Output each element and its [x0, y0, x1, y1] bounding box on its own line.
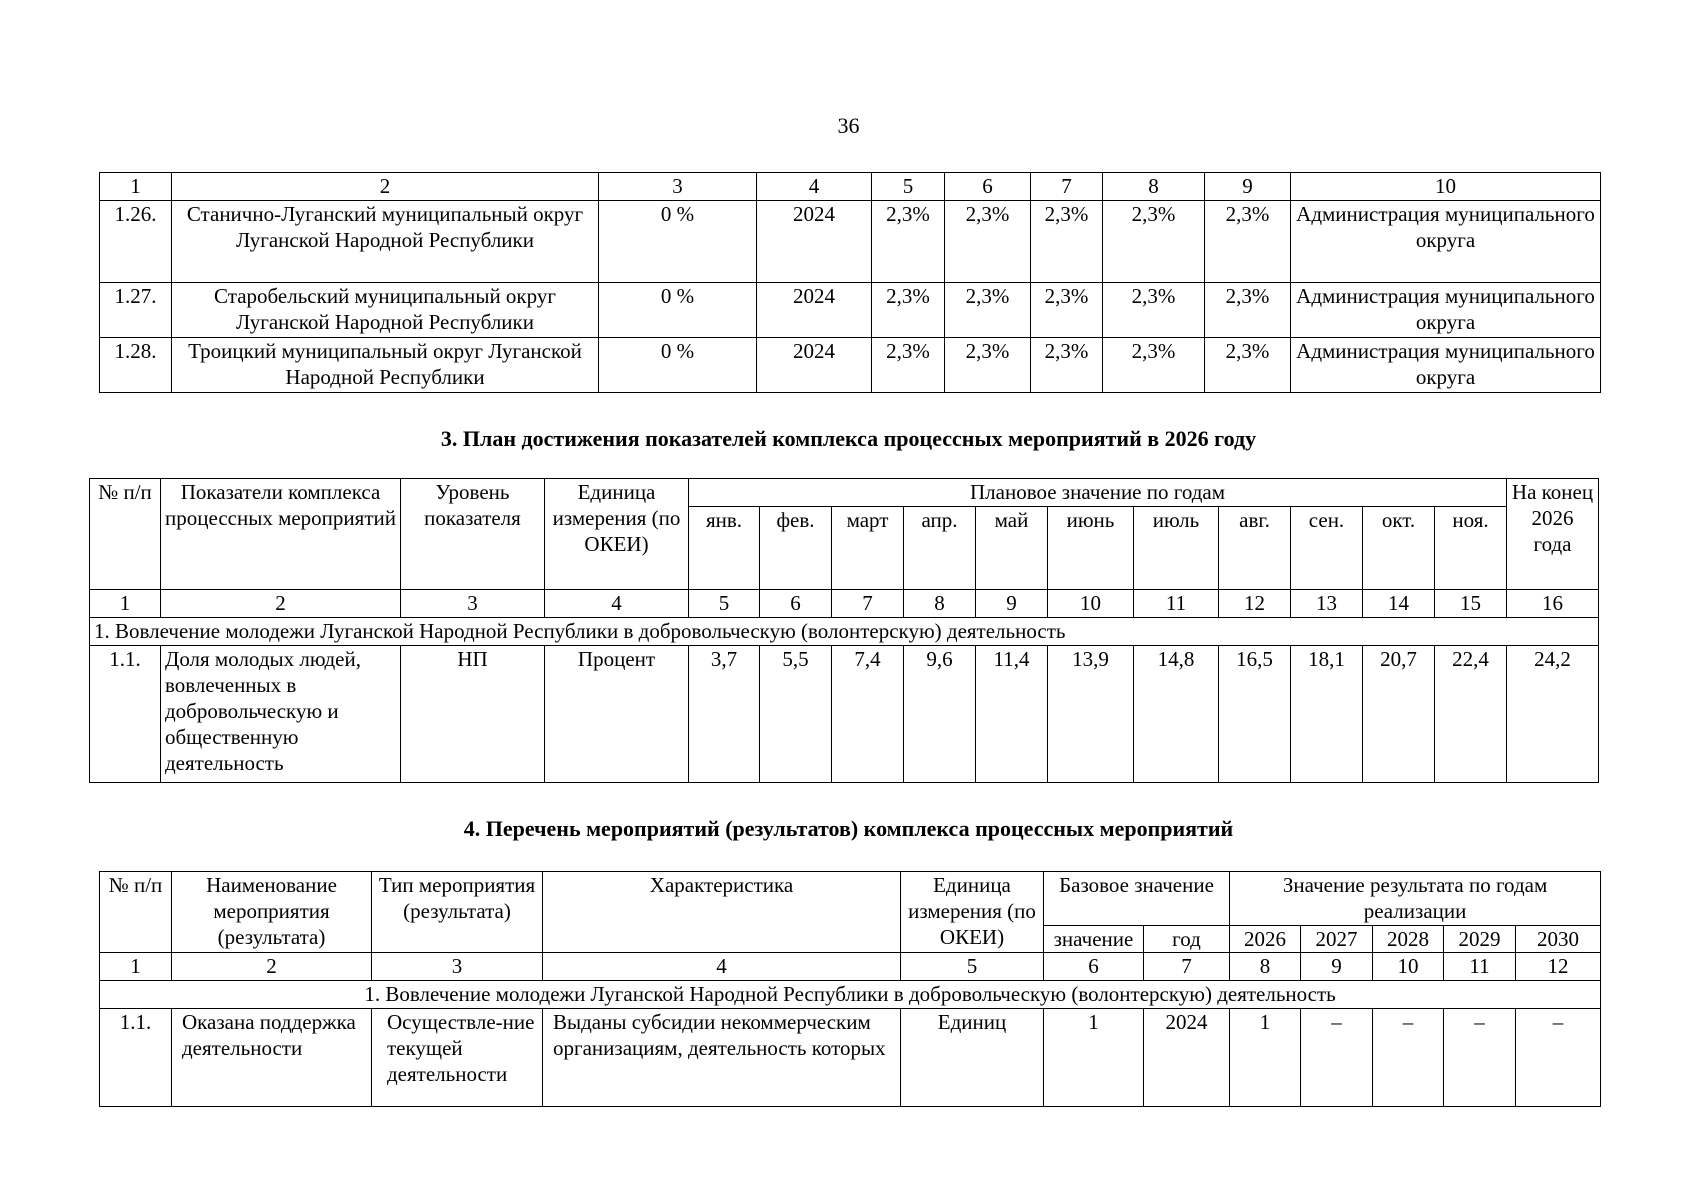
month-value: 20,7 [1363, 646, 1435, 783]
value-cell: 2,3% [1103, 338, 1205, 393]
colnum: 12 [1516, 953, 1601, 981]
colnum: 3 [401, 590, 545, 618]
year-value: 1 [1230, 1009, 1301, 1107]
month-header: май [976, 507, 1048, 590]
base-year: 2024 [1144, 1009, 1230, 1107]
row-number: 1.1. [100, 1009, 172, 1107]
colnum: 7 [832, 590, 904, 618]
month-header: июль [1134, 507, 1219, 590]
month-value: 18,1 [1291, 646, 1363, 783]
responsible: Администрация муниципального округа [1291, 338, 1601, 393]
value-cell: 2,3% [872, 283, 945, 338]
colnum: 1 [90, 590, 161, 618]
colnum: 1 [100, 953, 172, 981]
header-num: № п/п [100, 872, 172, 953]
colnum: 9 [1301, 953, 1373, 981]
year-header: 2030 [1516, 926, 1601, 953]
table1-colnum-row [100, 173, 1601, 201]
month-value: 13,9 [1048, 646, 1134, 783]
colnum: 8 [904, 590, 976, 618]
year-value: – [1444, 1009, 1516, 1107]
year-value: – [1373, 1009, 1444, 1107]
month-header: июнь [1048, 507, 1134, 590]
colnum: 3 [372, 953, 543, 981]
header-result: Значение результата по годам реализации [1230, 872, 1601, 926]
row-number: 1.28. [100, 338, 172, 393]
colnum: 7 [1031, 173, 1103, 201]
month-value: 22,4 [1435, 646, 1507, 783]
base-year: 2024 [757, 283, 872, 338]
value-cell: 2,3% [945, 283, 1031, 338]
colnum: 10 [1291, 173, 1601, 201]
month-value: 7,4 [832, 646, 904, 783]
activity-characteristic: Выданы субсидии некоммерческим организациям, деятельность которых [543, 1009, 901, 1107]
value-cell: 2,3% [1031, 201, 1103, 283]
year-header: 2029 [1444, 926, 1516, 953]
header-base-value: значение [1044, 926, 1144, 953]
colnum: 8 [1230, 953, 1301, 981]
header-name: Наименование мероприятия (результата) [172, 872, 372, 953]
base-value: 0 % [599, 338, 757, 393]
plan-table [89, 478, 1599, 783]
value-cell: 2,3% [1205, 283, 1291, 338]
indicator-unit: Процент [545, 646, 689, 783]
responsible: Администрация муниципального округа [1291, 283, 1601, 338]
table-row [100, 1009, 1601, 1107]
month-value: 9,6 [904, 646, 976, 783]
month-header: авг. [1219, 507, 1291, 590]
value-cell: 2,3% [872, 338, 945, 393]
month-header: сен. [1291, 507, 1363, 590]
value-cell: 2,3% [1103, 283, 1205, 338]
colnum: 14 [1363, 590, 1435, 618]
table-row [100, 283, 1601, 338]
colnum: 10 [1373, 953, 1444, 981]
value-cell: 2,3% [872, 201, 945, 283]
colnum: 12 [1219, 590, 1291, 618]
colnum: 2 [172, 173, 599, 201]
section-4-heading: 4. Перечень мероприятий (результатов) комплекса процессных мероприятий [463, 816, 1234, 841]
month-value: 5,5 [760, 646, 832, 783]
colnum: 4 [757, 173, 872, 201]
colnum: 1 [100, 173, 172, 201]
colnum: 2 [161, 590, 401, 618]
month-value: 14,8 [1134, 646, 1219, 783]
header-base: Базовое значение [1044, 872, 1230, 926]
end-value: 24,2 [1507, 646, 1599, 783]
header-plan: Плановое значение по годам [689, 479, 1507, 507]
header-unit: Единица измерения (по ОКЕИ) [545, 479, 689, 590]
row-number: 1.26. [100, 201, 172, 283]
month-value: 3,7 [689, 646, 760, 783]
colnum: 15 [1435, 590, 1507, 618]
header-characteristic: Характеристика [543, 872, 901, 953]
colnum: 6 [945, 173, 1031, 201]
month-header: ноя. [1435, 507, 1507, 590]
activity-name: Оказана поддержка деятельности [172, 1009, 372, 1107]
value-cell: 2,3% [945, 338, 1031, 393]
value-cell: 2,3% [1205, 201, 1291, 283]
colnum: 6 [760, 590, 832, 618]
year-header: 2028 [1373, 926, 1444, 953]
responsible: Администрация муниципального округа [1291, 201, 1601, 283]
header-base-year: год [1144, 926, 1230, 953]
colnum: 5 [872, 173, 945, 201]
month-value: 16,5 [1219, 646, 1291, 783]
header-end: На конец 2026 года [1507, 479, 1599, 590]
base-value: 0 % [599, 201, 757, 283]
base-year: 2024 [757, 201, 872, 283]
month-header: янв. [689, 507, 760, 590]
group-heading: 1. Вовлечение молодежи Луганской Народной Республики в добровольческую (волонтерскую) деятельность [90, 618, 1599, 646]
header-level: Уровень показателя [401, 479, 545, 590]
district-name: Старобельский муниципальный округ Луганской Народной Республики [172, 283, 599, 338]
district-name: Станично-Луганский муниципальный округ Луганской Народной Республики [172, 201, 599, 283]
table-row [100, 338, 1601, 393]
table-row [90, 646, 1599, 783]
section-3-heading: 3. План достижения показателей комплекса процессных мероприятий в 2026 году [440, 426, 1257, 451]
month-header: фев. [760, 507, 832, 590]
activities-table [99, 871, 1601, 1107]
value-cell: 2,3% [1205, 338, 1291, 393]
colnum: 11 [1444, 953, 1516, 981]
row-number: 1.27. [100, 283, 172, 338]
year-header: 2027 [1301, 926, 1373, 953]
colnum: 7 [1144, 953, 1230, 981]
colnum: 4 [543, 953, 901, 981]
year-value: – [1301, 1009, 1373, 1107]
month-value: 11,4 [976, 646, 1048, 783]
indicator-table-continued [99, 172, 1601, 393]
base-year: 2024 [757, 338, 872, 393]
header-indicator: Показатели комплекса процессных мероприятий [161, 479, 401, 590]
colnum: 5 [689, 590, 760, 618]
activity-unit: Единиц [901, 1009, 1044, 1107]
colnum: 10 [1048, 590, 1134, 618]
table-row [100, 201, 1601, 283]
page-number: 36 [837, 113, 860, 138]
colnum: 3 [599, 173, 757, 201]
header-type: Тип мероприятия (результата) [372, 872, 543, 953]
group-heading: 1. Вовлечение молодежи Луганской Народной Республики в добровольческую (волонтерскую) деятельность [100, 981, 1601, 1009]
header-unit: Единица измерения (по ОКЕИ) [901, 872, 1044, 953]
activity-type: Осуществле-ние текущей деятельности [372, 1009, 543, 1107]
value-cell: 2,3% [1031, 283, 1103, 338]
colnum-row [90, 590, 1599, 618]
value-cell: 2,3% [1103, 201, 1205, 283]
year-header: 2026 [1230, 926, 1301, 953]
colnum: 2 [172, 953, 372, 981]
base-value: 1 [1044, 1009, 1144, 1107]
colnum: 6 [1044, 953, 1144, 981]
colnum: 8 [1103, 173, 1205, 201]
colnum: 4 [545, 590, 689, 618]
colnum: 9 [976, 590, 1048, 618]
colnum: 16 [1507, 590, 1599, 618]
colnum: 11 [1134, 590, 1219, 618]
base-value: 0 % [599, 283, 757, 338]
header-num: № п/п [90, 479, 161, 590]
value-cell: 2,3% [945, 201, 1031, 283]
indicator-level: НП [401, 646, 545, 783]
month-header: март [832, 507, 904, 590]
month-header: апр. [904, 507, 976, 590]
colnum-row [100, 953, 1601, 981]
year-value: – [1516, 1009, 1601, 1107]
colnum: 9 [1205, 173, 1291, 201]
value-cell: 2,3% [1031, 338, 1103, 393]
month-header: окт. [1363, 507, 1435, 590]
row-number: 1.1. [90, 646, 161, 783]
colnum: 5 [901, 953, 1044, 981]
district-name: Троицкий муниципальный округ Луганской Народной Республики [172, 338, 599, 393]
colnum: 13 [1291, 590, 1363, 618]
indicator-name: Доля молодых людей, вовлеченных в добровольческую и общественную деятельность [161, 646, 401, 783]
